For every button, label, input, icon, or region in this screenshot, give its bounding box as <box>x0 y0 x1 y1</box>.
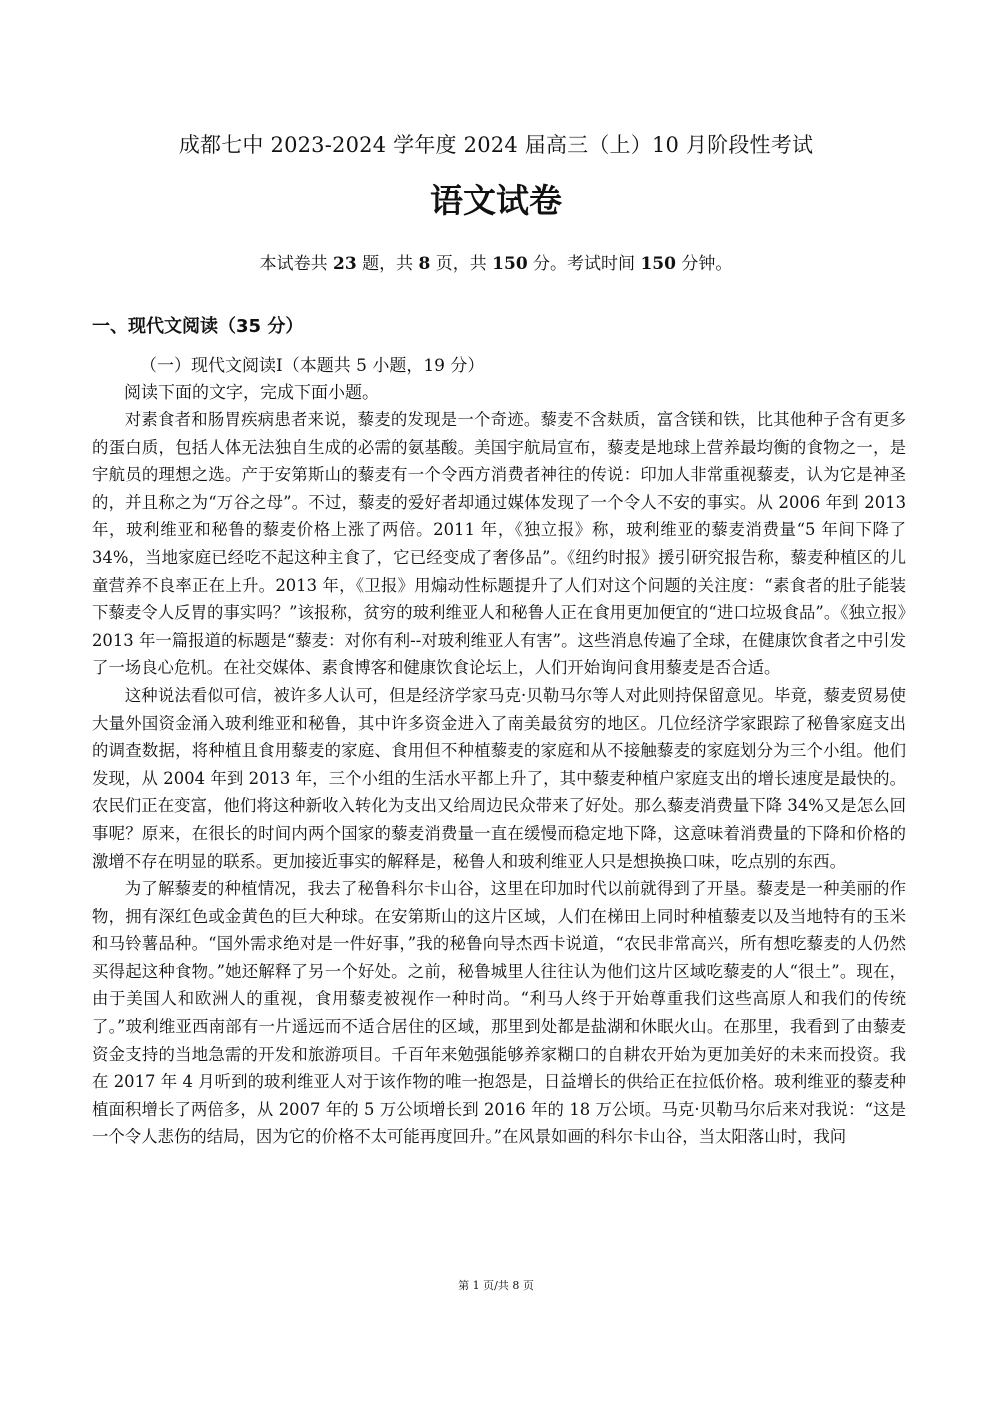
exam-info-prefix: 本试卷共 <box>259 254 334 274</box>
section-heading: 一、现代文阅读（35 分） <box>92 316 304 337</box>
passage-paragraph: 对素食者和肠胃疾病患者来说，藜麦的发现是一个奇迹。藜麦不含麸质，富含镁和铁，比其他种子含有更多的蛋白质，包括人体无法独自生成的必需的氨基酸。美国宇航局宣布，藜麦是地球上营养最均衡的食物之一，是宇航员的理想之选。产于安第斯山的藜麦有一个令西方消费者神往的传说：印加人非常重视藜麦，认为它是神圣的，并且称之为“万谷之母”。不过，藜麦的爱好者却通过媒体发现了一个令人不安的事实。从 2006 年到 2013 年，玻利维亚和秘鲁的藜麦价格上涨了两倍。2011 年，《独立报》称，玻利维亚的藜麦消费量“5 年间下降了 34%，当地家庭已经吃不起这种主食了，它已经变成了奢侈品”。《纽约时报》援引研究报告称，藜麦种植区的儿童营养不良率正在上升。2013 年，《卫报》用煽动性标题提升了人们对这个问题的关注度：“素食者的肚子能装下藜麦令人反胃的事实吗？”该报称，贫穷的玻利维亚人和秘鲁人正在食用更加便宜的“进口垃圾食品”。《独立报》2013 年一篇报道的标题是“藜麦：对你有利--对玻利维亚人有害”。这些消息传遍了全球，在健康饮食者之中引发了一场良心危机。在社交媒体、素食博客和健康饮食论坛上，人们开始询问食用藜麦是否合适。 <box>92 410 906 678</box>
subject-title: 语文试卷 <box>430 181 562 220</box>
exam-info-suffix: 分钟。 <box>675 254 733 274</box>
question-count: 23 <box>333 254 357 274</box>
section-subheading: （一）现代文阅读Ⅰ（本题共 5 小题，19 分） <box>140 356 485 376</box>
total-score: 150 <box>492 254 528 274</box>
page-count: 8 <box>418 254 431 274</box>
reading-instruction: 阅读下面的文字，完成下面小题。 <box>124 383 379 403</box>
exam-title: 成都七中 2023-2024 学年度 2024 届高三（上）10 月阶段性考试 <box>178 133 814 157</box>
exam-info-mid2: 页，共 <box>430 254 493 274</box>
reading-passage <box>92 406 906 1151</box>
exam-info-mid3: 分。考试时间 <box>527 254 641 274</box>
passage-paragraph: 这种说法看似可信，被许多人认可，但是经济学家马克·贝勒马尔等人对此则持保留意见。毕竟，藜麦贸易使大量外国资金涌入玻利维亚和秘鲁，其中许多资金进入了南美最贫穷的地区。几位经济学家跟踪了秘鲁家庭支出的调查数据，将种植且食用藜麦的家庭、食用但不种植藜麦的家庭和从不接触藜麦的家庭划分为三个小组。他们发现，从 2004 年到 2013 年，三个小组的生活水平都上升了，其中藜麦种植户家庭支出的增长速度是最快的。农民们正在变富，他们将这种新收入转化为支出又给周边民众带来了好处。那么藜麦消费量下降 34%又是怎么回事呢？原来，在很长的时间内两个国家的藜麦消费量一直在缓慢而稳定地下降，这意味着消费量的下降和价格的激增不存在明显的联系。更加接近事实的解释是，秘鲁人和玻利维亚人只是想换换口味，吃点别的东西。 <box>92 685 906 871</box>
exam-info <box>0 251 992 277</box>
passage-paragraph: 为了解藜麦的种植情况，我去了秘鲁科尔卡山谷，这里在印加时代以前就得到了开垦。藜麦是一种美丽的作物，拥有深红色或金黄色的巨大种球。在安第斯山的这片区域，人们在梯田上同时种植藜麦以及当地特有的玉米和马铃薯品种。“国外需求绝对是一件好事，”我的秘鲁向导杰西卡说道，“农民非常高兴，所有想吃藜麦的人仍然买得起这种食物。”她还解释了另一个好处。之前，秘鲁城里人往往认为他们这片区域吃藜麦的人“很土”。现在，由于美国人和欧洲人的重视，食用藜麦被视作一种时尚。“利马人终于开始尊重我们这些高原人和我们的传统了。”玻利维亚西南部有一片遥远而不适合居住的区域，那里到处都是盐湖和休眠火山。在那里，我看到了由藜麦资金支持的当地急需的开发和旅游项目。千百年来勉强能够养家糊口的自耕农开始为更加美好的未来而投资。我在 2017 年 4 月听到的玻利维亚人对于该作物的唯一抱怨是，日益增长的供给正在拉低价格。玻利维亚的藜麦种植面积增长了两倍多，从 2007 年的 5 万公顷增长到 2016 年的 18 万公顷。马克·贝勒马尔后来对我说：“这是一个令人悲伤的结局，因为它的价格不太可能再度回升。”在风景如画的科尔卡山谷，当太阳落山时，我问 <box>92 879 906 1147</box>
exam-minutes: 150 <box>640 254 676 274</box>
page-footer: 第 1 页/共 8 页 <box>458 1279 534 1292</box>
exam-info-mid1: 题，共 <box>356 254 419 274</box>
